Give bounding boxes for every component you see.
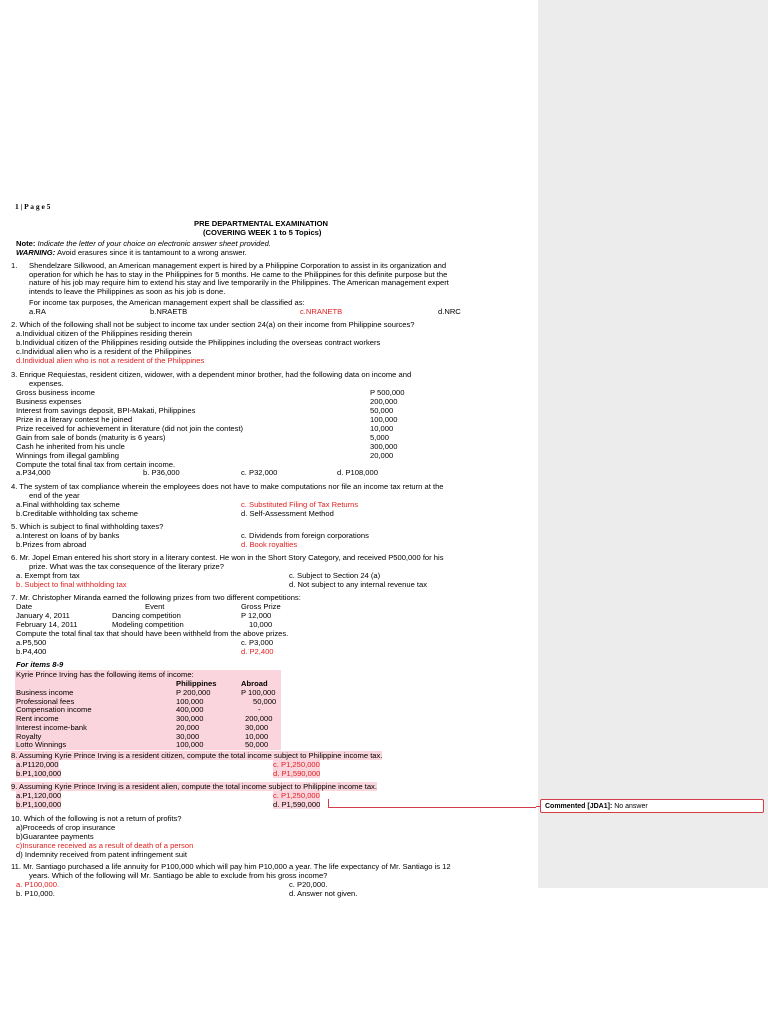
q5-choice-b: b.Prizes from abroad [16, 540, 87, 549]
q10-choice-b: b)Guarantee payments [16, 832, 94, 841]
items89-col-philippines: Philippines [176, 679, 217, 688]
items89-row-label: Compensation income [16, 705, 92, 715]
q2-choice-c: c.Individual alien who is a resident of the Philippines [16, 347, 192, 356]
exam-subtitle: (COVERING WEEK 1 to 5 Topics) [203, 228, 322, 237]
q10-choice-d: d) Indemnity received from patent infringement suit [16, 850, 187, 859]
q3-choice-d: d. P108,000 [337, 468, 378, 477]
q2-choice-d: d.Individual alien who is not a resident of the Philippines [16, 356, 205, 365]
q4-choice-c: c. Substituted Filing of Tax Returns [241, 500, 359, 509]
q7-ask: Compute the total final tax that should have been withheld from the above prizes. [16, 629, 289, 638]
q3-income-value: 200,000 [370, 397, 398, 406]
items89-row-label: Interest income-bank [16, 722, 87, 732]
items89-intro: Kyrie Prince Irving has the following items of income: [16, 670, 194, 679]
warning-label: WARNING: [16, 248, 56, 257]
items89-row-philippines: 20,000 [176, 722, 200, 732]
q3-choice-b: b. P36,000 [143, 468, 180, 477]
items89-row-philippines: 100,000 [176, 740, 204, 750]
q9-choice-c: c. P1,250,000 [273, 791, 320, 800]
q11-line: years. Which of the following will Mr. Santiago be able to exclude from his gross income? [29, 871, 328, 880]
q4-choice-d: d. Self-Assessment Method [241, 509, 334, 518]
q6-choice-b: b. Subject to final withholding tax [16, 580, 127, 589]
comment-balloon[interactable] [540, 799, 764, 813]
q3-income-label: Interest from savings deposit, BPI-Makati, Philippines [16, 406, 196, 415]
q3-line: expenses. [29, 379, 64, 388]
q3-income-label: Prize received for achievement in literature (did not join the contest) [16, 424, 244, 433]
q1-choice-a: a.RA [29, 307, 46, 316]
q2-choice-a: a.Individual citizen of the Philippines residing therein [16, 329, 193, 338]
q7-header-event: Event [145, 602, 165, 611]
items89-heading: For items 8-9 [16, 660, 64, 669]
items89-row-abroad: - [258, 705, 261, 715]
q9-line: 9. Assuming Kyrie Prince Irving is a resident alien, compute the total income subject to Philippine income tax. [11, 782, 377, 791]
q8-choice-b: b.P1,100,000 [16, 769, 62, 778]
q9-choice-d: d. P1,590,000 [273, 800, 321, 809]
q3-income-label: Gross business income [16, 388, 95, 397]
q11-choice-b: b. P10,000. [16, 889, 55, 898]
items89-row-philippines: P 200,000 [176, 688, 211, 697]
warning-line [16, 248, 247, 257]
q1-choice-d: d.NRC [438, 307, 461, 316]
q3-choice-c: c. P32,000 [241, 468, 278, 477]
q1-choice-b: b.NRAETB [150, 307, 188, 316]
q6-choice-a: a. Exempt from tax [16, 571, 80, 580]
q10-line: 10. Which of the following is not a return of profits? [11, 814, 182, 823]
q11-choice-c: c. P20,000. [289, 880, 328, 889]
q2-choice-b: b.Individual citizen of the Philippines residing outside the Philippines including the overseas contract workers [16, 338, 381, 347]
items89-row-philippines: 100,000 [176, 696, 204, 706]
note-line [16, 239, 271, 248]
q3-income-value: 20,000 [370, 451, 394, 460]
q7-cell: January 4, 2011 [16, 611, 70, 620]
items89-row-philippines: 400,000 [176, 705, 204, 715]
q9-choice-a: a.P1,120,000 [16, 791, 62, 800]
q3-income-label: Winnings from illegal gambling [16, 451, 119, 460]
note-text: Indicate the letter of your choice on electronic answer sheet provided. [37, 239, 271, 248]
q7-cell: 10,000 [249, 620, 273, 629]
q7-choice-d: d. P2,400 [241, 647, 274, 656]
q3-choice-a: a.P34,000 [16, 468, 51, 477]
q11-choice-a: a. P100,000. [16, 880, 60, 889]
q3-income-label: Gain from sale of bonds (maturity is 6 years) [16, 433, 166, 442]
q7-choice-a: a.P5,500 [16, 638, 47, 647]
q1-line: intends to leave the Philippines as soon as his job is done. [29, 287, 226, 296]
q7-cell: February 14, 2011 [16, 620, 78, 629]
q5-choice-d: d. Book royalties [241, 540, 298, 549]
q11-choice-d: d. Answer not given. [289, 889, 358, 898]
q4-choice-a: a.Final withholding tax scheme [16, 500, 120, 509]
items89-col-abroad: Abroad [241, 679, 268, 688]
items89-row-label: Rent income [16, 714, 59, 724]
q8-choice-a: a.P1120,000 [16, 760, 59, 769]
comment-connector [328, 807, 536, 808]
items89-row-label: Lotto Winnings [16, 740, 67, 750]
q1-line: operation for which he has to stay in the Philippines for 5 months. He came to the Philippines for this definite purpose but the [29, 270, 448, 279]
q3-income-value: P 500,000 [370, 388, 405, 397]
q7-header-prize: Gross Prize [241, 602, 281, 611]
items89-row-abroad: 200,000 [245, 714, 273, 724]
items89-row-abroad: 50,000 [253, 696, 277, 706]
items89-row-abroad: 50,000 [245, 740, 269, 750]
q1-line: Shendelzare Silkwood, an American management expert is hired by a Philippine Corporation to assist in its organization and [29, 261, 447, 270]
note-label: Note: [16, 239, 36, 248]
q6-choice-d: d. Not subject to any internal revenue tax [289, 580, 428, 589]
warning-text: Avoid erasures since it is tantamount to a wrong answer. [56, 248, 247, 257]
q5-line: 5. Which is subject to final withholding taxes? [11, 522, 164, 531]
items89-row-abroad: 10,000 [245, 731, 269, 741]
q3-income-value: 50,000 [370, 406, 394, 415]
q3-income-label: Cash he inherited from his uncle [16, 442, 125, 451]
q2-line: 2. Which of the following shall not be subject to income tax under section 24(a) on their income from Philippine sources? [11, 320, 415, 329]
items89-row-label: Royalty [16, 731, 42, 741]
q1-choice-c: c.NRANETB [300, 307, 343, 316]
items89-row-philippines: 30,000 [176, 731, 200, 741]
items89-row-abroad: P 100,000 [241, 688, 276, 697]
q3-income-label: Business expenses [16, 397, 82, 406]
q10-choice-c: c)Insurance received as a result of death of a person [16, 841, 194, 850]
q3-line: 3. Enrique Requiestas, resident citizen, widower, with a dependent minor brother, had the following data on income and [11, 370, 412, 379]
q6-line: 6. Mr. Jopel Eman entered his short story in a literary contest. He won in the Short Story Category, and received P500,000 for his [11, 553, 444, 562]
q5-choice-a: a.Interest on loans of by banks [16, 531, 120, 540]
items89-row-abroad: 30,000 [245, 722, 269, 732]
items89-row-label: Business income [16, 688, 74, 697]
q3-ask: Compute the total final tax from certain income. [16, 460, 176, 469]
items89-row-philippines: 300,000 [176, 714, 204, 724]
q6-line: prize. What was the tax consequence of the literary prize? [29, 562, 225, 571]
q8-choice-d: d. P1,590,000 [273, 769, 321, 778]
q11-line: 11. Mr. Santiago purchased a life annuity for P100,000 which will pay him P10,000 a year. The life expectancy of Mr. Santiago is 12 [11, 862, 451, 871]
q1-line: For income tax purposes, the American management expert shall be classified as: [29, 298, 305, 307]
q10-choice-a: a)Proceeds of crop insurance [16, 823, 116, 832]
q4-line: 4. The system of tax compliance wherein the employees does not have to make computations nor file an income tax return at the [11, 482, 444, 491]
q8-choice-c: c. P1,250,000 [273, 760, 320, 769]
q7-cell: P 12,000 [241, 611, 272, 620]
q3-income-value: 100,000 [370, 415, 398, 424]
page-num: 5 [46, 202, 51, 211]
q7-choice-b: b.P4,400 [16, 647, 47, 656]
q7-cell: Dancing competition [112, 611, 181, 620]
q9-choice-b: b.P1,100,000 [16, 800, 62, 809]
q7-choice-c: c. P3,000 [241, 638, 274, 647]
items89-row-label: Professional fees [16, 696, 75, 706]
page-prefix: 1 | P a g e [15, 202, 45, 211]
q7-cell: Modeling competition [112, 620, 184, 629]
comment-label: Commented [JDA1]: [545, 803, 613, 810]
q6-choice-c: c. Subject to Section 24 (a) [289, 571, 381, 580]
exam-title: PRE DEPARTMENTAL EXAMINATION [194, 219, 329, 228]
q7-header-date: Date [16, 602, 33, 611]
q8-line: 8. Assuming Kyrie Prince Irving is a resident citizen, compute the total income subject to Philippine income tax. [11, 751, 383, 760]
page-number [15, 202, 50, 211]
q4-choice-b: b.Creditable withholding tax scheme [16, 509, 138, 518]
q5-choice-c: c. Dividends from foreign corporations [241, 531, 369, 540]
q3-income-label: Prize in a literary contest he joined [16, 415, 133, 424]
comments-pane [538, 0, 768, 888]
q1-line: nature of his job may require him to extend his stay and live temporarily in the Philippines. The American management expert [29, 278, 449, 287]
q4-line: end of the year [29, 491, 80, 500]
q7-line: 7. Mr. Christopher Miranda earned the following prizes from two different competitions: [11, 593, 301, 602]
q1-number: 1. [11, 261, 18, 270]
q3-income-value: 10,000 [370, 424, 394, 433]
q3-income-value: 5,000 [370, 433, 390, 442]
comment-content [545, 802, 648, 811]
comment-text: No answer [614, 803, 648, 810]
q3-income-value: 300,000 [370, 442, 398, 451]
